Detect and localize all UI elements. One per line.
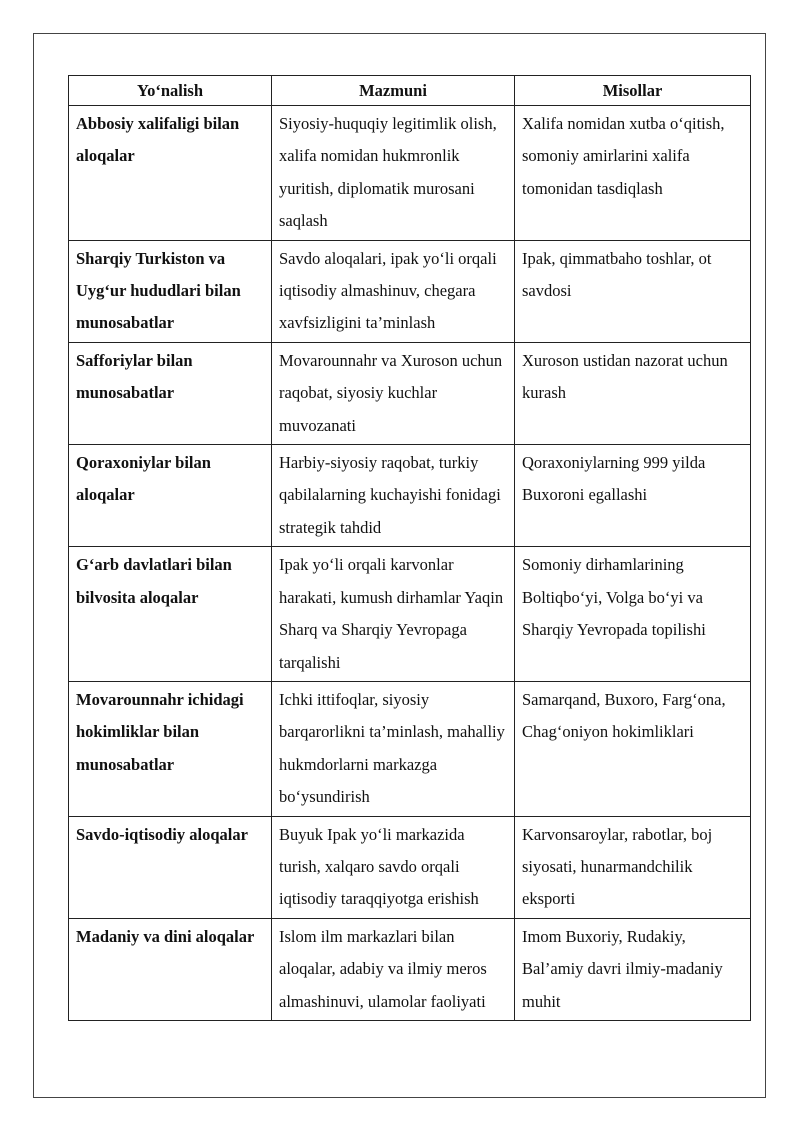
relations-table <box>68 75 751 1021</box>
content-cell: Siyosiy-huquqiy legitimlik olish, xalifa nomidan hukmronlik yuritish, diplomatik murosani saqlash <box>272 106 515 241</box>
direction-cell: Madaniy va dini aloqalar <box>69 918 272 1020</box>
content-cell: Harbiy-siyosiy raqobat, turkiy qabilalarning kuchayishi fonidagi strategik tahdid <box>272 445 515 547</box>
direction-cell: Qoraxoniylar bilan aloqalar <box>69 445 272 547</box>
header-direction: Yo‘nalish <box>69 76 272 106</box>
examples-cell: Somoniy dirhamlarining Boltiqbo‘yi, Volga bo‘yi va Sharqiy Yevropada topilishi <box>515 547 751 682</box>
table-row <box>69 918 751 1020</box>
header-content: Mazmuni <box>272 76 515 106</box>
content-cell: Savdo aloqalari, ipak yo‘li orqali iqtisodiy almashinuv, chegara xavfsizligini ta’minlash <box>272 240 515 342</box>
table-row <box>69 816 751 918</box>
examples-cell: Xuroson ustidan nazorat uchun kurash <box>515 342 751 444</box>
table-header <box>69 76 751 106</box>
direction-cell: Savdo-iqtisodiy aloqalar <box>69 816 272 918</box>
content-cell: Ipak yo‘li orqali karvonlar harakati, kumush dirhamlar Yaqin Sharq va Sharqiy Yevropaga tarqalishi <box>272 547 515 682</box>
header-examples: Misollar <box>515 76 751 106</box>
table-row <box>69 106 751 241</box>
content-cell: Ichki ittifoqlar, siyosiy barqarorlikni ta’minlash, mahalliy hukmdorlarni markazga bo‘ysundirish <box>272 681 515 816</box>
examples-cell: Imom Buxoriy, Rudakiy, Bal’amiy davri ilmiy-madaniy muhit <box>515 918 751 1020</box>
table-row <box>69 681 751 816</box>
content-cell: Buyuk Ipak yo‘li markazida turish, xalqaro savdo orqali iqtisodiy taraqqiyotga erishish <box>272 816 515 918</box>
direction-cell: Safforiylar bilan munosabatlar <box>69 342 272 444</box>
direction-cell: Sharqiy Turkiston va Uyg‘ur hududlari bilan munosabatlar <box>69 240 272 342</box>
examples-cell: Qoraxoniylarning 999 yilda Buxoroni egallashi <box>515 445 751 547</box>
examples-cell: Xalifa nomidan xutba o‘qitish, somoniy amirlarini xalifa tomonidan tasdiqlash <box>515 106 751 241</box>
direction-cell: G‘arb davlatlari bilan bilvosita aloqalar <box>69 547 272 682</box>
examples-cell: Karvonsaroylar, rabotlar, boj siyosati, hunarmandchilik eksporti <box>515 816 751 918</box>
examples-cell: Ipak, qimmatbaho toshlar, ot savdosi <box>515 240 751 342</box>
header-row <box>69 76 751 106</box>
table-row <box>69 547 751 682</box>
table-row <box>69 240 751 342</box>
table-body <box>69 106 751 1021</box>
table-row <box>69 342 751 444</box>
content-cell: Movarounnahr va Xuroson uchun raqobat, siyosiy kuchlar muvozanati <box>272 342 515 444</box>
direction-cell: Abbosiy xalifaligi bilan aloqalar <box>69 106 272 241</box>
examples-cell: Samarqand, Buxoro, Farg‘ona, Chag‘oniyon hokimliklari <box>515 681 751 816</box>
content-cell: Islom ilm markazlari bilan aloqalar, adabiy va ilmiy meros almashinuvi, ulamolar faoliyati <box>272 918 515 1020</box>
direction-cell: Movarounnahr ichidagi hokimliklar bilan munosabatlar <box>69 681 272 816</box>
table-row <box>69 445 751 547</box>
